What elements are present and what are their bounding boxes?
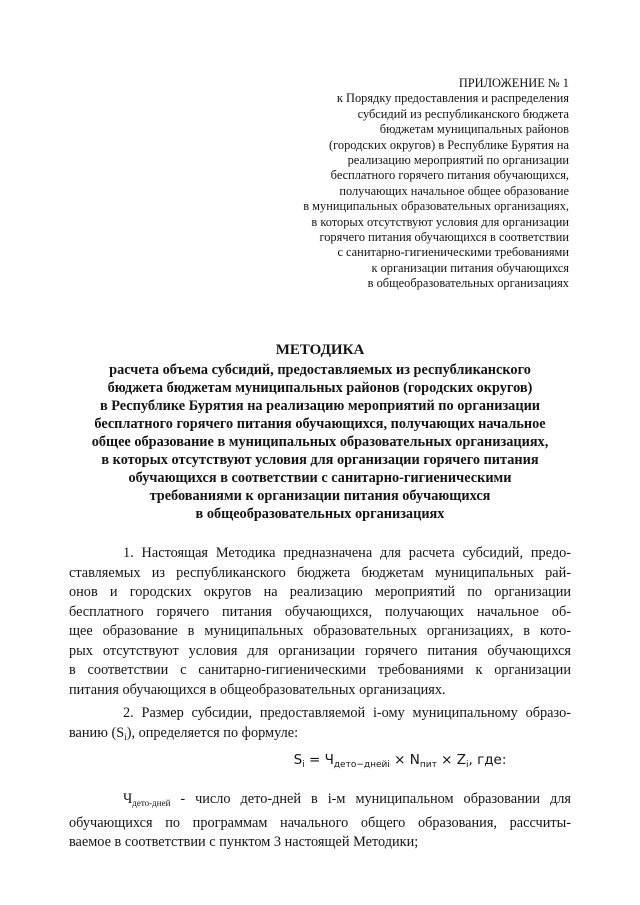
appendix-line: бесплатного горячего питания обучающихся, — [330, 168, 569, 183]
appendix-number: ПРИЛОЖЕНИЕ № 1 — [458, 76, 569, 90]
formula-operator: = — [304, 752, 325, 768]
formula — [0, 752, 640, 770]
paragraph-1 — [69, 544, 571, 700]
paragraph-line: онов и городских округов на реализацию мероприятий по организации — [69, 584, 571, 600]
text-fragment: ванию (S — [69, 724, 125, 741]
text-fragment: - число дето-дней в i-м муниципальном образовании для — [170, 791, 571, 807]
paragraph-line — [69, 724, 571, 748]
formula-subscript: дето−днейi — [333, 760, 390, 770]
formula-subscript: пит — [419, 760, 437, 770]
title-line: бесплатного горячего питания обучающихся, получающих начальное — [94, 416, 546, 432]
title-line: в общеобразовательных организациях — [195, 506, 445, 522]
title-line: общее образование в муниципальных образовательных организациях, — [91, 434, 549, 450]
appendix-line: к организации питания обучающихся — [371, 260, 569, 275]
appendix-line: субсидий из республиканского бюджета — [357, 106, 569, 121]
appendix-line: в которых отсутствуют условия для организации — [311, 214, 569, 229]
paragraph-line: питания обучающихся в общеобразовательных организациях. — [69, 681, 446, 698]
formula-tail: , где: — [468, 752, 507, 768]
title-line: бюджета бюджетам муниципальных районов (городских округов) — [107, 380, 533, 396]
formula-symbol: Z — [456, 752, 467, 768]
paragraph-line: обучающихся по программам начального общего образования, рассчиты- — [69, 814, 571, 831]
formula-symbol: Ч — [324, 752, 334, 768]
title-heading: МЕТОДИКА — [275, 342, 365, 358]
document-title — [70, 341, 570, 523]
appendix-line: бюджетам муниципальных районов — [379, 122, 569, 137]
formula-subscript: i — [466, 760, 469, 770]
text-fragment: ), определяется по формуле: — [126, 724, 299, 741]
paragraph-line: рых отсутствуют условия для организации горячего питания обучающихся — [69, 642, 571, 659]
paragraph-line: 2. Размер субсидии, предоставляемой i-ому муниципальному образо- — [123, 705, 571, 721]
appendix-line: с санитарно-гигиеническими требованиями — [337, 245, 569, 260]
title-line: обучающихся в соответствии с санитарно-гигиеническими — [128, 470, 512, 486]
formula-subscript: i — [302, 760, 305, 770]
term-subscript: дето-дней — [132, 798, 171, 808]
title-line: в Республике Бурятия на реализацию мероприятий по организации — [99, 398, 541, 414]
appendix-line: в муниципальных образовательных организациях, — [303, 199, 569, 214]
appendix-line: получающих начальное общее образование — [339, 183, 569, 198]
appendix-line: в общеобразовательных организациях — [367, 276, 569, 291]
paragraph-2 — [69, 704, 571, 747]
appendix-line: (городских округов) в Республике Бурятия на — [329, 137, 569, 152]
appendix-line: горячего питания обучающихся в соответствии — [319, 230, 569, 245]
term-symbol: Ч — [123, 791, 133, 807]
paragraph-line — [69, 790, 571, 814]
paragraph-line: ставляемых из республиканского бюджета бюджетам муниципальных рай- — [69, 564, 571, 581]
paragraph-line: 1. Настоящая Методика предназначена для расчета субсидий, предо- — [123, 545, 571, 561]
formula-operator: × — [436, 752, 457, 768]
title-line: требованиями к организации питания обучающихся — [149, 488, 491, 504]
title-line: в которых отсутствуют условия для организации горячего питания — [101, 452, 539, 468]
formula-symbol: N — [409, 752, 420, 768]
formula-expression — [294, 752, 507, 768]
paragraph-line: в соответствии с санитарно-гигиеническими требованиями к организации — [69, 662, 571, 678]
paragraph-line: бесплатного горячего питания обучающихся, получающих начальное об- — [69, 603, 571, 620]
paragraph-line: щее образование в муниципальных образовательных организациях, в кото- — [69, 623, 571, 639]
title-line: расчета объема субсидий, предоставляемых из республиканского — [109, 362, 531, 378]
formula-symbol: S — [293, 752, 303, 768]
appendix-line: реализацию мероприятий по организации — [347, 153, 569, 168]
paragraph-3 — [69, 790, 571, 853]
formula-operator: × — [389, 752, 410, 768]
appendix-line: к Порядку предоставления и распределения — [336, 91, 569, 106]
subscript: i — [124, 731, 127, 742]
paragraph-line: ваемое в соответствии с пунктом 3 настоящей Методики; — [69, 834, 419, 850]
appendix-header — [303, 76, 569, 292]
